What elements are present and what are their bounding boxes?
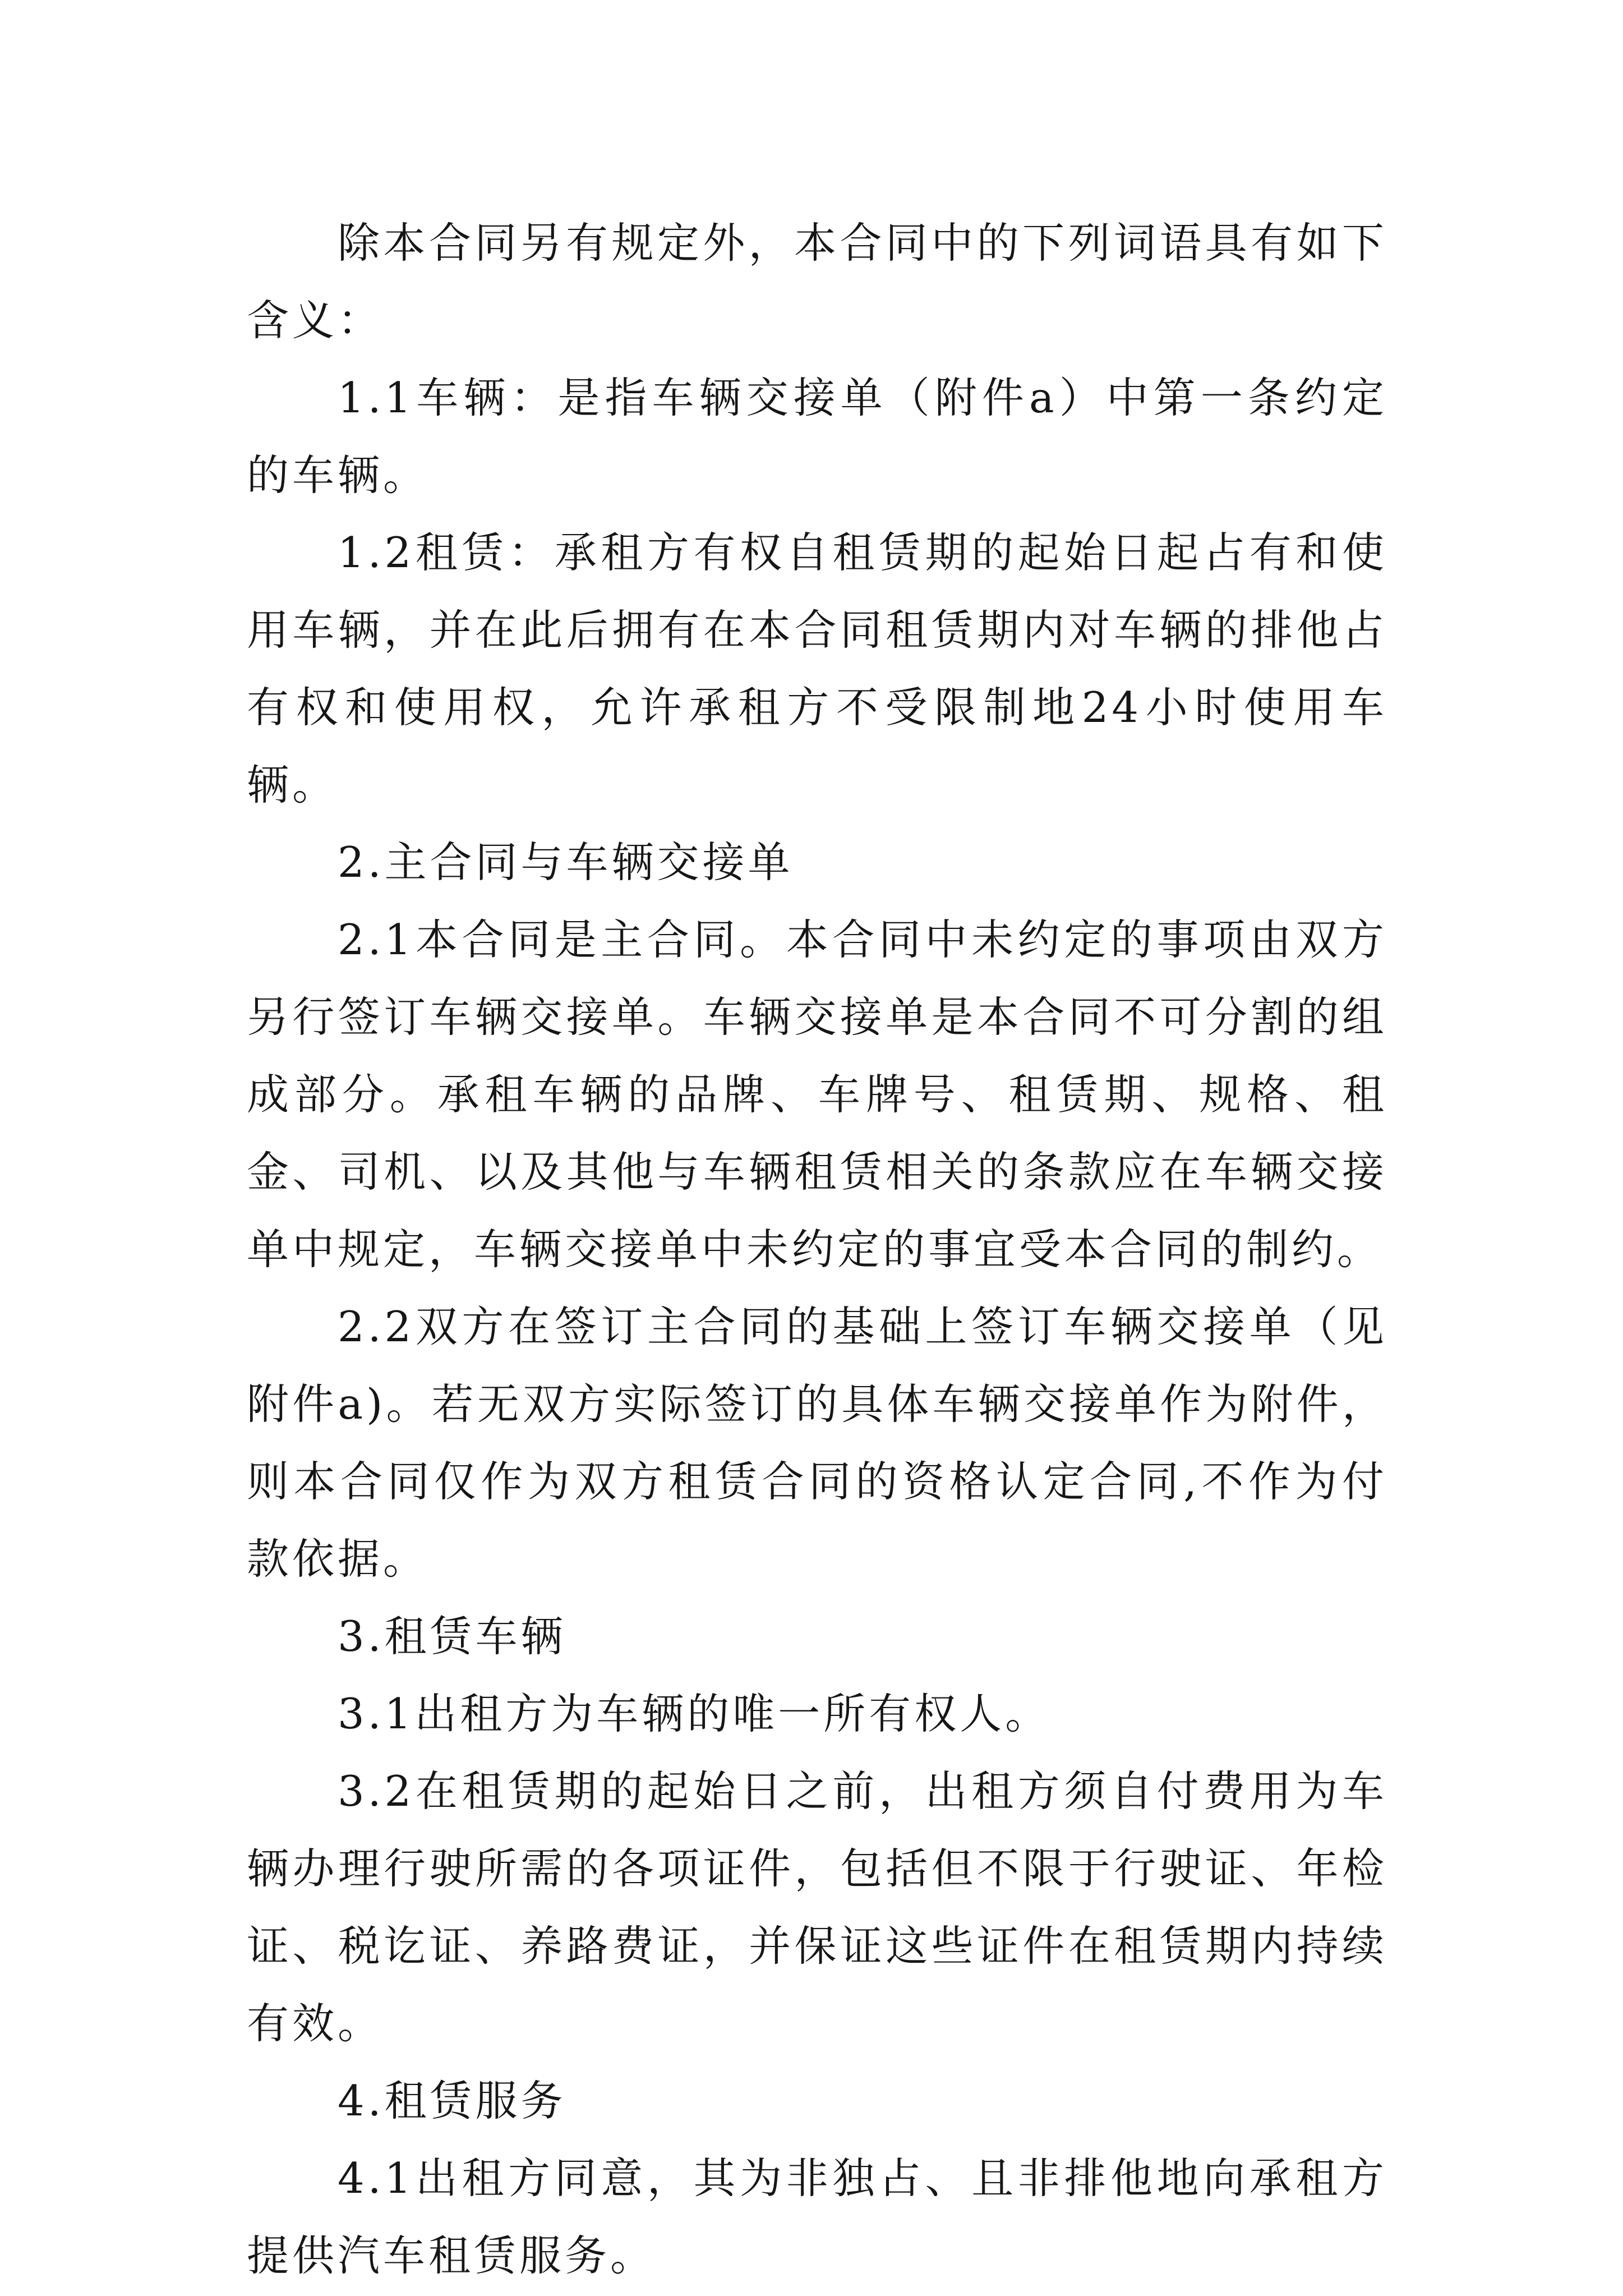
- paragraph-1-2-lease: 1.2租赁：承租方有权自租赁期的起始日起占有和使用车辆，并在此后拥有在本合同租赁期内对车辆的排他占有权和使用权，允许承租方不受限制地24小时使用车辆。: [247, 528, 1387, 809]
- paragraph-2-1: 2.1本合同是主合同。本合同中未约定的事项由双方另行签订车辆交接单。车辆交接单是本合同不可分割的组成部分。承租车辆的品牌、车牌号、租赁期、规格、租金、司机、以及其他与车辆租赁相关的条款应在车辆交接单中规定，车辆交接单中未约定的事宜受本合同的制约。: [247, 915, 1387, 1274]
- contract-body: [247, 204, 1387, 2294]
- heading-2-main-contract: 2.主合同与车辆交接单: [338, 838, 794, 887]
- heading-4-lease-service: 4.租赁服务: [338, 2076, 566, 2125]
- paragraph-1-1-vehicle: 1.1车辆：是指车辆交接单（附件a）中第一条约定的车辆。: [247, 373, 1387, 500]
- paragraph-definitions-intro: 除本合同另有规定外，本合同中的下列词语具有如下含义：: [247, 218, 1387, 345]
- paragraph-3-2: 3.2在租赁期的起始日之前，出租方须自付费用为车辆办理行驶所需的各项证件，包括但不限于行驶证、年检证、税讫证、养路费证，并保证这些证件在租赁期内持续有效。: [247, 1766, 1387, 2048]
- heading-3-leased-vehicle: 3.租赁车辆: [338, 1612, 566, 1661]
- paragraph-4-1: 4.1出租方同意，其为非独占、且非排他地向承租方提供汽车租赁服务。: [247, 2154, 1387, 2280]
- paragraph-3-1: 3.1出租方为车辆的唯一所有权人。: [338, 1689, 1051, 1738]
- paragraph-2-2: 2.2双方在签订主合同的基础上签订车辆交接单（见附件a)。若无双方实际签订的具体车辆交接单作为附件，则本合同仅作为双方租赁合同的资格认定合同,不作为付款依据。: [247, 1302, 1387, 1584]
